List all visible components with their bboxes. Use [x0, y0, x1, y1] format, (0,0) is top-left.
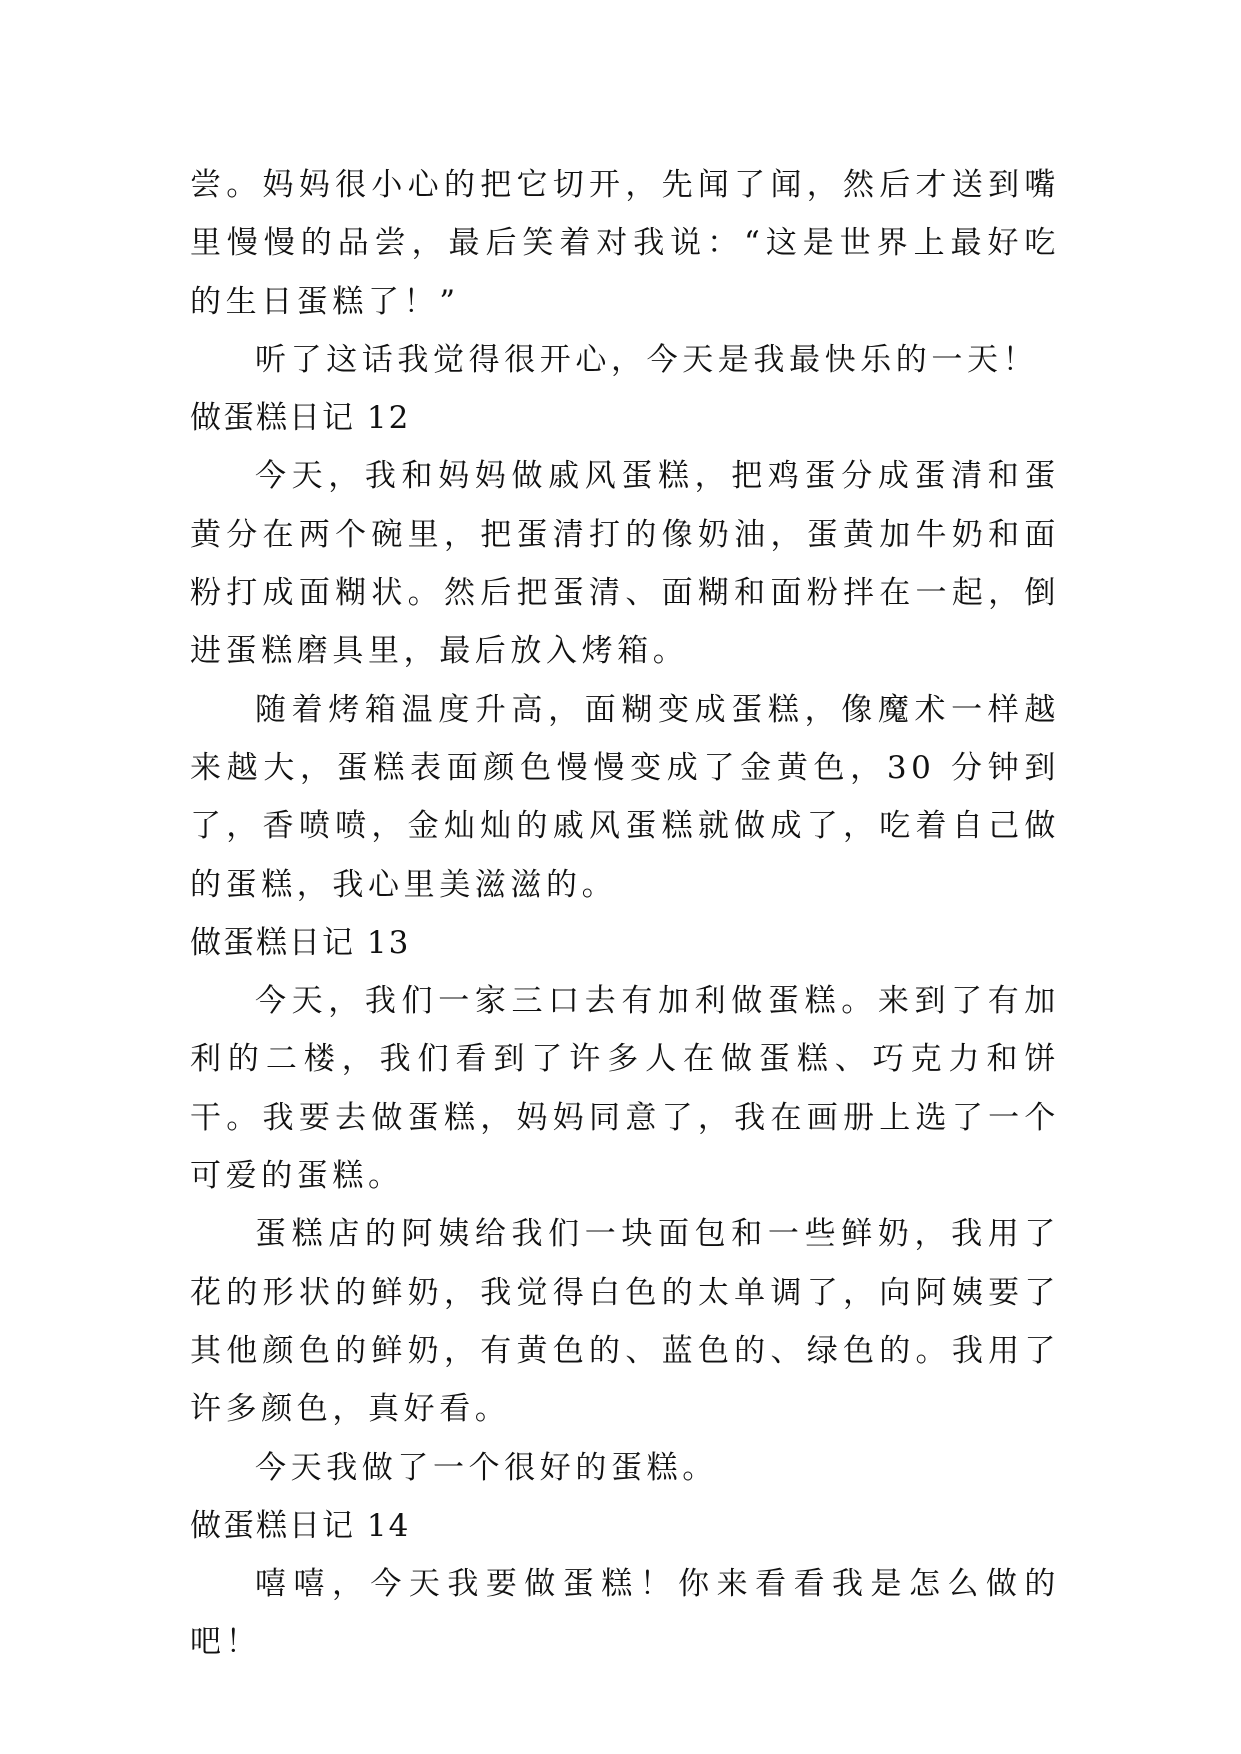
paragraph: 蛋糕店的阿姨给我们一块面包和一些鲜奶，我用了花的形状的鲜奶，我觉得白色的太单调了，向阿姨要了其他颜色的鲜奶，有黄色的、蓝色的、绿色的。我用了许多颜色，真好看。 [190, 1216, 1060, 1428]
paragraph: 随着烤箱温度升高，面糊变成蛋糕，像魔术一样越来越大，蛋糕表面颜色慢慢变成了金黄色，30 分钟到了，香喷喷，金灿灿的戚风蛋糕就做成了，吃着自己做的蛋糕，我心里美滋滋的。 [190, 691, 1060, 903]
document-page [190, 156, 1060, 1672]
paragraph: 嘻嘻，今天我要做蛋糕！你来看看我是怎么做的吧！ [190, 1566, 1060, 1661]
paragraph: 听了这话我觉得很开心，今天是我最快乐的一天！ [255, 341, 1039, 378]
paragraph: 今天，我和妈妈做戚风蛋糕，把鸡蛋分成蛋清和蛋黄分在两个碗里，把蛋清打的像奶油，蛋黄加牛奶和面粉打成面糊状。然后把蛋清、面糊和面粉拌在一起，倒进蛋糕磨具里，最后放入烤箱。 [190, 458, 1060, 670]
paragraph: 今天我做了一个很好的蛋糕。 [255, 1449, 718, 1486]
paragraph-continued: 尝。妈妈很小心的把它切开，先闻了闻，然后才送到嘴里慢慢的品尝，最后笑着对我说：“这是世界上最好吃的生日蛋糕了！” [190, 167, 1060, 320]
section-heading: 做蛋糕日记 14 [190, 1507, 411, 1544]
paragraph: 今天，我们一家三口去有加利做蛋糕。来到了有加利的二楼，我们看到了许多人在做蛋糕、巧克力和饼干。我要去做蛋糕，妈妈同意了，我在画册上选了一个可爱的蛋糕。 [190, 983, 1060, 1195]
section-heading: 做蛋糕日记 13 [190, 924, 411, 961]
section-heading: 做蛋糕日记 12 [190, 400, 411, 437]
